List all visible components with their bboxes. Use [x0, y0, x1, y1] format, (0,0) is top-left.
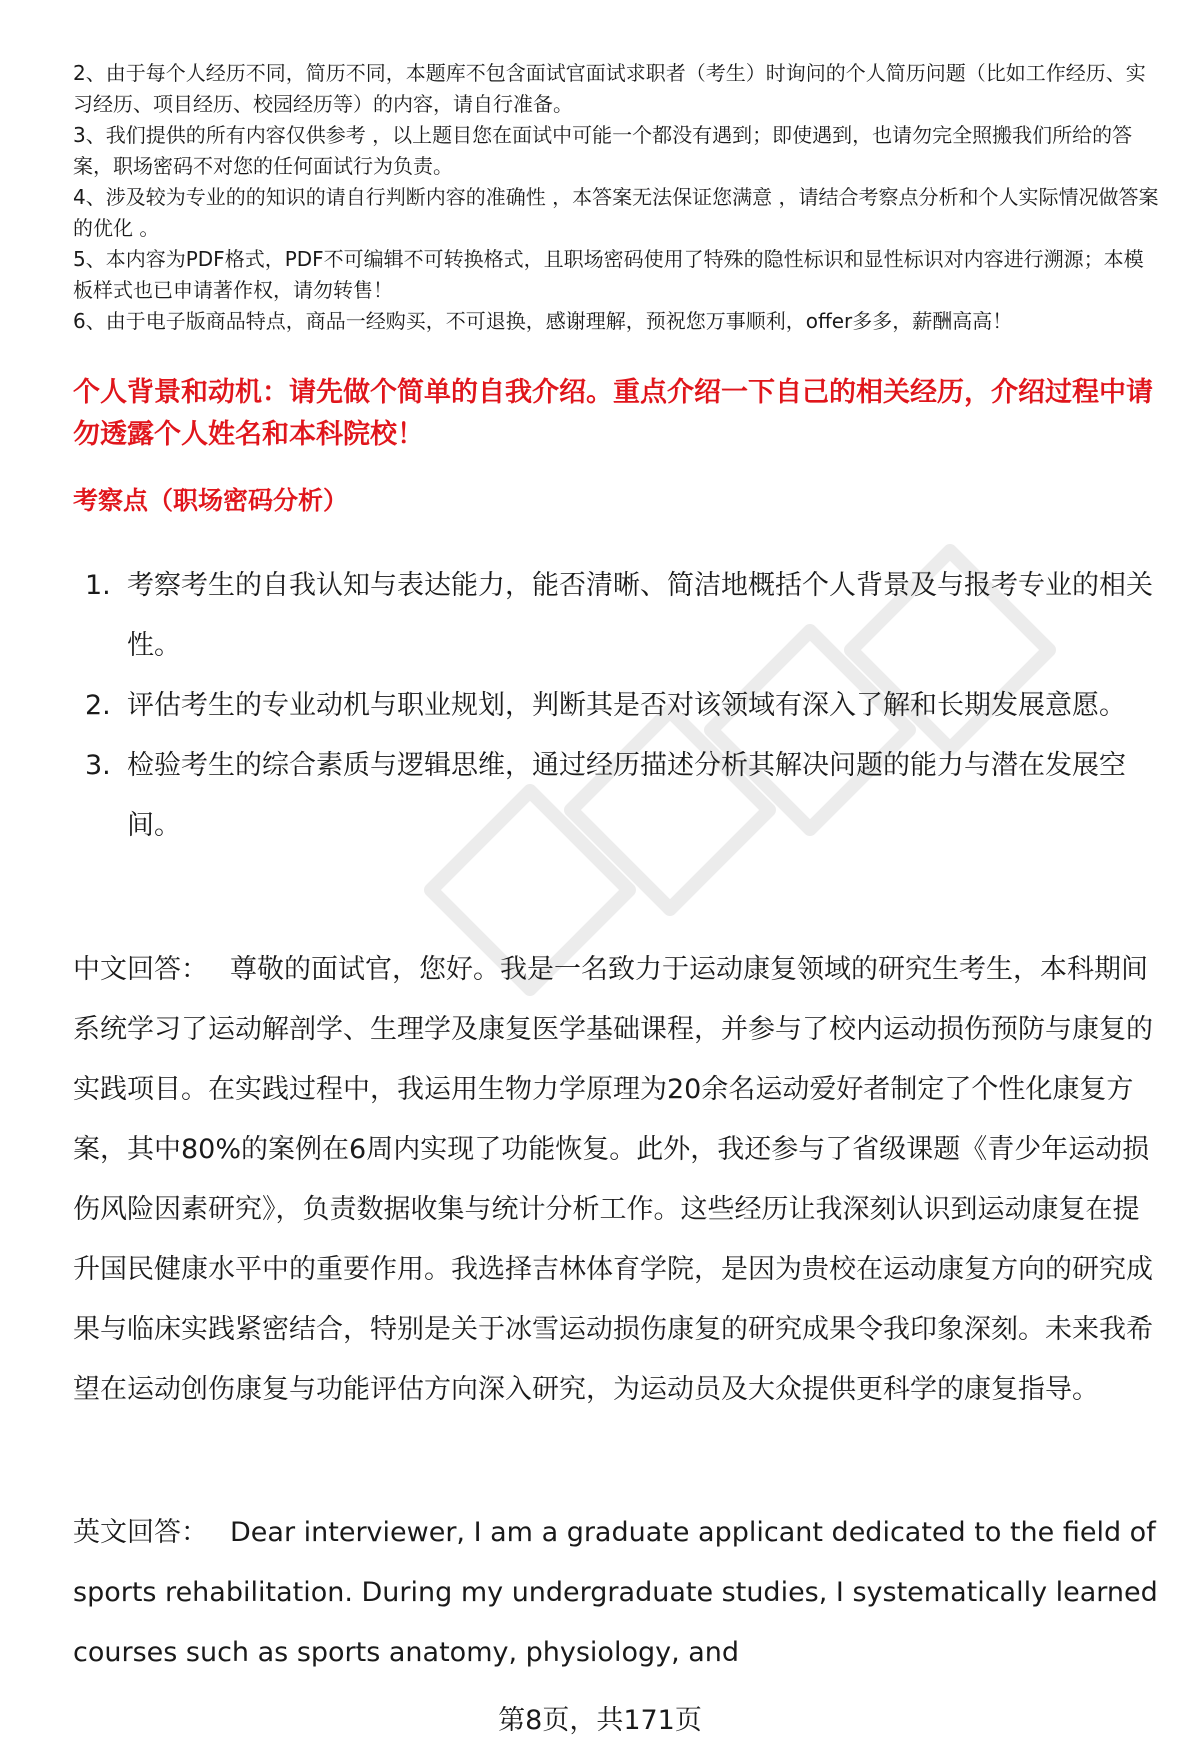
- answer-english: [73, 1503, 1163, 1683]
- list-text: 考察考生的自我认知与表达能力，能否清晰、简洁地概括个人背景及与报考专业的相关性。: [127, 570, 1153, 661]
- note-item: 2、由于每个人经历不同，简历不同，本题库不包含面试官面试求职者（考生）时询问的个人简历问题（比如工作经历、实习经历、项目经历、校园经历等）的内容，请自行准备。: [73, 61, 1146, 116]
- answer-english-label: 英文回答：: [73, 1517, 208, 1548]
- question-heading: 个人背景和动机：请先做个简单的自我介绍。重点介绍一下自己的相关经历，介绍过程中请勿透露个人姓名和本科院校！: [73, 377, 1153, 450]
- notes-section: [73, 58, 1163, 337]
- list-number: 3.: [85, 750, 111, 781]
- kaochadian-heading: 考察点（职场密码分析）: [73, 486, 349, 515]
- answer-chinese-text: 尊敬的面试官，您好。我是一名致力于运动康复领域的研究生考生，本科期间系统学习了运动解剖学、生理学及康复医学基础课程，并参与了校内运动损伤预防与康复的实践项目。在实践过程中，我运用生物力学原理为20余名运动爱好者制定了个性化康复方案，其中80%的案例在6周内实现了功能恢复。此外，我还参与了省级课题《青少年运动损伤风险因素研究》，负责数据收集与统计分析工作。这些经历让我深刻认识到运动康复在提升国民健康水平中的重要作用。我选择吉林体育学院，是因为贵校在运动康复方向的研究成果与临床实践紧密结合，特别是关于冰雪运动损伤康复的研究成果令我印象深刻。未来我希望在运动创伤康复与功能评估方向深入研究，为运动员及大众提供更科学的康复指导。: [73, 954, 1153, 1405]
- list-text: 检验考生的综合素质与逻辑思维，通过经历描述分析其解决问题的能力与潜在发展空间。: [127, 750, 1126, 841]
- list-number: 2.: [85, 690, 111, 721]
- answer-english-text: Dear interviewer, I am a graduate applicant dedicated to the field of sports rehabilitation. During my undergraduate studies, I systematically learned courses such as sports anatomy, physiology, and: [73, 1517, 1158, 1668]
- list-number: 1.: [85, 570, 111, 601]
- answer-chinese: [73, 940, 1163, 1420]
- answer-chinese-label: 中文回答：: [73, 954, 208, 985]
- page-footer: 第8页，共171页: [498, 1705, 702, 1736]
- note-item: 3、我们提供的所有内容仅供参考 ，以上题目您在面试中可能一个都没有遇到；即使遇到，也请勿完全照搬我们所给的答案，职场密码不对您的任何面试行为负责。: [73, 123, 1133, 178]
- list-text: 评估考生的专业动机与职业规划，判断其是否对该领域有深入了解和长期发展意愿。: [127, 690, 1126, 721]
- note-item: 4、涉及较为专业的的知识的请自行判断内容的准确性 ，本答案无法保证您满意 ，请结合考察点分析和个人实际情况做答案的优化 。: [73, 185, 1159, 240]
- list-item: [85, 556, 1163, 676]
- list-item: [85, 736, 1163, 856]
- note-item: 6、由于电子版商品特点，商品一经购买，不可退换，感谢理解，预祝您万事顺利，offer多多，薪酬高高！: [73, 309, 1013, 333]
- kaochadian-list: [85, 556, 1163, 856]
- list-item: [85, 676, 1163, 736]
- note-item: 5、本内容为PDF格式，PDF不可编辑不可转换格式，且职场密码使用了特殊的隐性标识和显性标识对内容进行溯源；本模板样式也已申请著作权，请勿转售！: [73, 247, 1144, 302]
